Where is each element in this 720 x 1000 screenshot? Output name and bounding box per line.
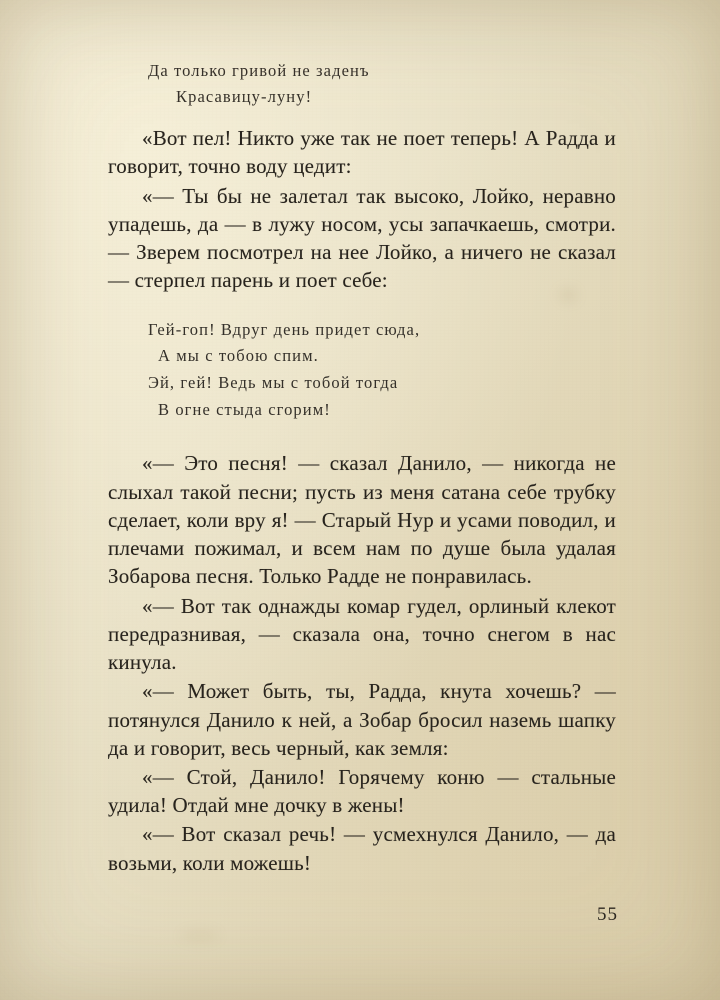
epigraph xyxy=(148,58,616,110)
verse-line-4: В огне стыда сгорим! xyxy=(158,399,331,419)
verse-block xyxy=(148,317,616,424)
paragraph: «— Может быть, ты, Радда, кнута хочешь? — потянулся Данило к ней, а Зобар бросил наземь шапку да и говорит, весь черный, как земля: xyxy=(108,679,616,760)
paragraph: «Вот пел! Никто уже так не поет теперь! А Радда и говорит, точно воду цедит: xyxy=(108,126,616,179)
verse-line-1: Гей-гоп! Вдруг день придет сюда, xyxy=(148,319,421,339)
paper-smudge xyxy=(180,930,220,942)
page-number: 55 xyxy=(597,904,618,925)
epigraph-line-2: Красавицу-луну! xyxy=(176,87,313,107)
paragraph: «— Это песня! — сказал Данило, — никогда не слыхал такой песни; пусть из меня сатана себе трубку сделает, коли вру я! — Старый Нур и усами поводил, и плечами пожимал, и всем нам по душе была удалая Зобарова песня. Только Радде не понравилась. xyxy=(108,451,616,589)
paragraph: «— Стой, Данило! Горячему коню — стальные удила! Отдай мне дочку в жены! xyxy=(108,764,616,818)
epigraph-line-1: Да только гривой не заденъ xyxy=(148,61,370,80)
verse-line-3: Эй, гей! Ведь мы с тобой тогда xyxy=(148,372,399,392)
paragraph: «— Ты бы не залетал так высоко, Лойко, неравно упадешь, да — в лужу носом, усы запачкаешь, смотри. — Зверем посмотрел на нее Лойко, а ничего не сказал — стерпел парень и поет себе: xyxy=(108,183,616,293)
verse-line-2: А мы с тобою спим. xyxy=(158,346,319,366)
page-text-block xyxy=(108,58,616,877)
paragraph: «— Вот сказал речь! — усмехнулся Данило, — да возьми, коли можешь! xyxy=(108,822,616,875)
paragraph: «— Вот так однажды комар гудел, орлиный клекот передразнивая, — сказала она, точно снегом в нас кинула. xyxy=(108,593,616,675)
